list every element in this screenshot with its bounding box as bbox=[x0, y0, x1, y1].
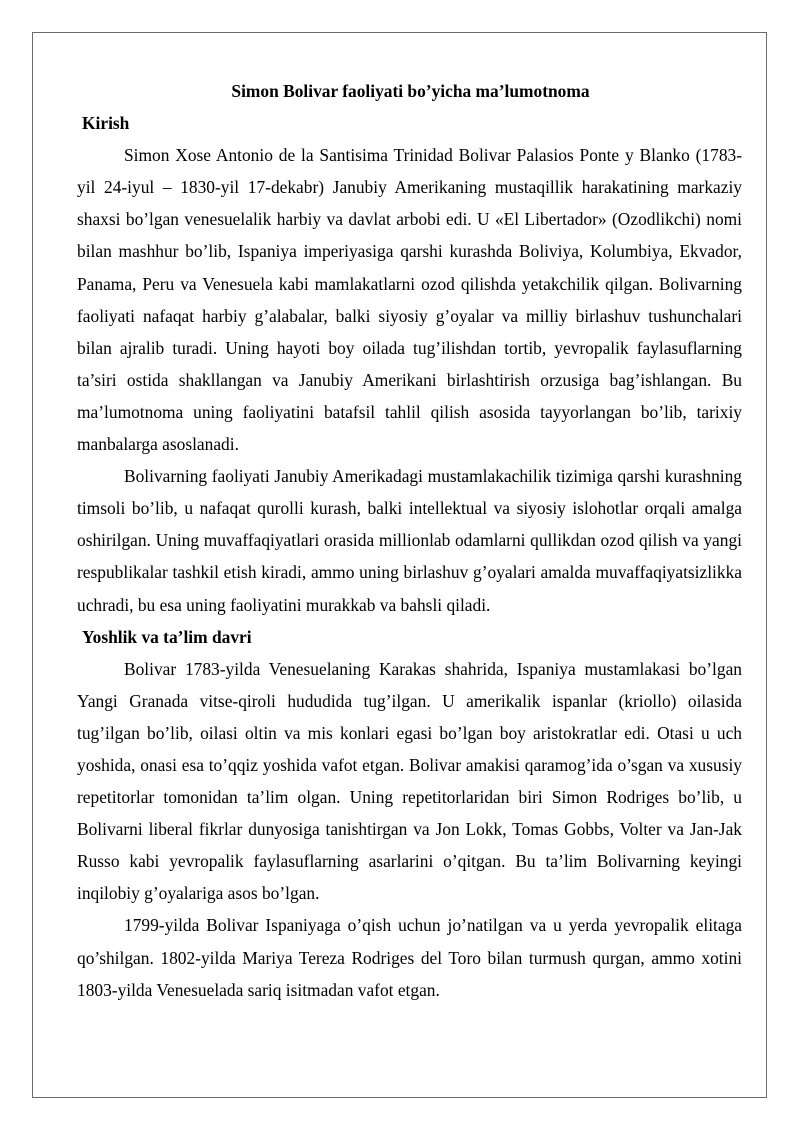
paragraph: 1799-yilda Bolivar Ispaniyaga o’qish uchun jo’natilgan va u yerda yevropalik elitaga qo’shilgan. 1802-yilda Mariya Tereza Rodriges del Toro bilan turmush qurgan, ammo xotini 1803-yilda Venesuelada sariq isitmadan vafot etgan. bbox=[77, 915, 742, 1000]
section-heading: Kirish bbox=[82, 113, 130, 134]
paragraph: Simon Xose Antonio de la Santisima Trinidad Bolivar Palasios Ponte y Blanko (1783-yil 24-iyul – 1830-yil 17-dekabr) Janubiy Amerikaning mustaqillik harakatining markaziy shaxsi bo’lgan venesuelalik harbiy va davlat arbobi edi. U «El Libertador» (Ozodlikchi) nomi bilan mashhur bo’lib, Ispaniya imperiyasiga qarshi kurashda Boliviya, Kolumbiya, Ekvador, Panama, Peru va Venesuela kabi mamlakatlarni ozod qilishda yetakchilik qilgan. Bolivarning faoliyati nafaqat harbiy g’alabalar, balki siyosiy g’oyalar va milliy birlashuv tushunchalari bilan ajralib turadi. Uning hayoti boy oilada tug’ilishdan tortib, yevropalik faylasuflarning ta’siri ostida shakllangan va Janubiy Amerikani birlashtirish orzusiga bag’ishlangan. Bu ma’lumotnoma uning faoliyatini batafsil tahlil qilish asosida tayyorlangan bo’lib, tarixiy manbalarga asoslanadi. bbox=[77, 145, 742, 455]
document-body bbox=[77, 75, 742, 1006]
paragraph: Bolivar 1783-yilda Venesuelaning Karakas shahrida, Ispaniya mustamlakasi bo’lgan Yangi Granada vitse-qiroli hududida tug’ilgan. U amerikalik ispanlar (kriollo) oilasida tug’ilgan bo’lib, oilasi oltin va mis konlari egasi bo’lgan boy aristokratlar edi. Otasi u uch yoshida, onasi esa to’qqiz yoshida vafot etgan. Bolivar amakisi qaramog’ida o’sgan va xususiy repetitorlar tomonidan ta’lim olgan. Uning repetitorlaridan biri Simon Rodriges bo’lib, u Bolivarni liberal fikrlar dunyosiga tanishtirgan va Jon Lokk, Tomas Gobbs, Volter va Jan-Jak Russo kabi yevropalik faylasuflarning asarlarini o’qitgan. Bu ta’lim Bolivarning keyingi inqilobiy g’oyalariga asos bo’lgan. bbox=[77, 658, 742, 904]
section-kirish bbox=[77, 107, 742, 621]
section-yoshlik bbox=[77, 621, 742, 1006]
document-title: Simon Bolivar faoliyati bo’yicha ma’lumotnoma bbox=[231, 81, 590, 101]
section-heading: Yoshlik va ta’lim davri bbox=[82, 626, 252, 647]
paragraph: Bolivarning faoliyati Janubiy Amerikadagi mustamlakachilik tizimiga qarshi kurashning timsoli bo’lib, u nafaqat qurolli kurash, balki intellektual va siyosiy islohotlar orqali amalga oshirilgan. Uning muvaffaqiyatlari orasida millionlab odamlarni qullikdan ozod qilish va yangi respublikalar tashkil etish kiradi, ammo uning birlashuv g’oyalari amalda muvaffaqiyatsizlikka uchradi, bu esa uning faoliyatini murakkab va bahsli qiladi. bbox=[77, 466, 742, 615]
